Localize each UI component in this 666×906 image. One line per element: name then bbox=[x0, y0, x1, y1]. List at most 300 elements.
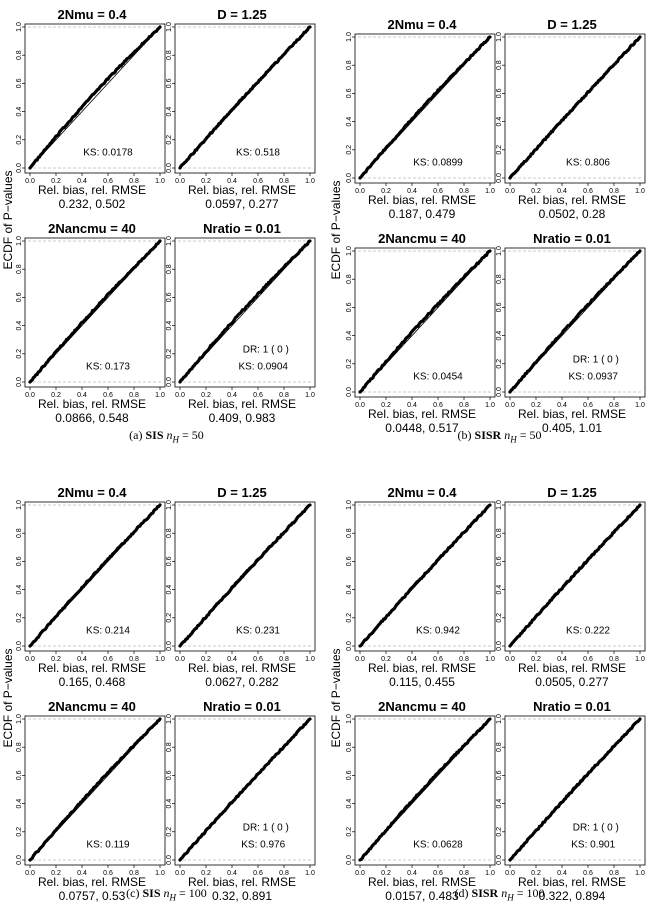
x-axis-label: Rel. bias, rel. RMSE bbox=[187, 183, 297, 197]
y-axis-label: ECDF of P−values bbox=[329, 648, 343, 748]
x-tick-label: 1.0 bbox=[635, 870, 645, 877]
y-tick-label: 0.2 bbox=[496, 358, 503, 369]
x-tick-label: 0.0 bbox=[505, 402, 515, 409]
ecdf-plot bbox=[166, 714, 315, 877]
subplot-title: Nratio = 0.01 bbox=[533, 699, 611, 714]
y-tick-label: 0.0 bbox=[166, 641, 173, 651]
x-tick-label: 0.4 bbox=[407, 188, 417, 195]
y-tick-label: 0.4 bbox=[166, 320, 173, 331]
ecdf-plot bbox=[166, 500, 315, 663]
y-tick-label: 0.2 bbox=[346, 612, 353, 623]
x-tick-label: 0.8 bbox=[609, 656, 619, 663]
x-tick-label: 1.0 bbox=[305, 870, 315, 877]
bias-rmse-values: 0.0757, 0.53 bbox=[58, 889, 126, 903]
subplot-title: 2Nmu = 0.4 bbox=[387, 17, 457, 32]
y-tick-label: 0.4 bbox=[346, 330, 353, 341]
x-tick-label: 0.0 bbox=[355, 402, 365, 409]
subplot bbox=[346, 699, 495, 906]
x-tick-label: 0.6 bbox=[433, 188, 443, 195]
y-tick-label: 0.6 bbox=[16, 556, 23, 567]
y-tick-label: 0.6 bbox=[16, 78, 23, 89]
ecdf-plot bbox=[16, 714, 165, 877]
subplot-title: 2Nancmu = 40 bbox=[378, 699, 466, 714]
y-tick-label: 1.0 bbox=[166, 236, 173, 246]
x-tick-label: 0.0 bbox=[505, 870, 515, 877]
bias-rmse-values: 0.0157, 0.483 bbox=[385, 889, 459, 903]
subplot-title: D = 1.25 bbox=[217, 7, 267, 22]
ks-annotation: KS: 0.214 bbox=[86, 625, 130, 637]
x-tick-label: 0.0 bbox=[175, 656, 185, 663]
y-tick-label: 0.8 bbox=[166, 528, 173, 539]
x-tick-label: 0.0 bbox=[25, 870, 35, 877]
panel-caption bbox=[333, 886, 666, 902]
bias-rmse-values: 0.409, 0.983 bbox=[208, 411, 276, 425]
caption-label: (d) bbox=[454, 886, 469, 900]
x-tick-label: 0.4 bbox=[407, 656, 417, 663]
x-tick-label: 1.0 bbox=[635, 656, 645, 663]
y-tick-label: 0.0 bbox=[166, 377, 173, 387]
x-tick-label: 0.8 bbox=[279, 392, 289, 399]
y-tick-label: 0.4 bbox=[496, 798, 503, 809]
bias-rmse-values: 0.0597, 0.277 bbox=[205, 197, 279, 211]
y-tick-label: 1.0 bbox=[346, 500, 353, 510]
y-tick-label: 0.8 bbox=[16, 50, 23, 61]
y-tick-label: 0.0 bbox=[16, 641, 23, 651]
y-axis-label: ECDF of P−values bbox=[329, 180, 343, 280]
caption-label: (b) bbox=[457, 428, 472, 442]
dr-annotation: DR: 1 ( 0 ) bbox=[572, 354, 619, 366]
y-tick-label: 0.8 bbox=[346, 274, 353, 285]
y-tick-label: 0.4 bbox=[16, 584, 23, 595]
y-tick-label: 1.0 bbox=[346, 246, 353, 256]
caption-n: n bbox=[501, 886, 508, 900]
x-tick-label: 1.0 bbox=[155, 178, 165, 185]
y-tick-label: 1.0 bbox=[346, 32, 353, 42]
x-tick-label: 0.2 bbox=[381, 402, 391, 409]
bias-rmse-values: 0.0502, 0.28 bbox=[538, 207, 606, 221]
x-tick-label: 1.0 bbox=[485, 656, 495, 663]
x-tick-label: 1.0 bbox=[155, 392, 165, 399]
ks-annotation: KS: 0.976 bbox=[241, 839, 286, 851]
subplot-title: 2Nmu = 0.4 bbox=[57, 485, 127, 500]
y-tick-label: 0.8 bbox=[166, 50, 173, 61]
x-tick-label: 0.0 bbox=[175, 392, 185, 399]
x-axis-label: Rel. bias, rel. RMSE bbox=[187, 397, 297, 411]
y-tick-label: 0.2 bbox=[16, 612, 23, 623]
x-axis-label: Rel. bias, rel. RMSE bbox=[367, 875, 477, 889]
x-tick-label: 1.0 bbox=[635, 188, 645, 195]
x-axis-label: Rel. bias, rel. RMSE bbox=[37, 183, 147, 197]
dr-annotation: DR: 1 ( 0 ) bbox=[242, 344, 289, 356]
x-tick-label: 0.6 bbox=[433, 402, 443, 409]
x-axis-label: Rel. bias, rel. RMSE bbox=[517, 875, 627, 889]
caption-n-subscript: H bbox=[172, 434, 180, 445]
x-tick-label: 0.4 bbox=[557, 188, 567, 195]
x-tick-label: 0.2 bbox=[531, 870, 541, 877]
y-tick-label: 1.0 bbox=[16, 500, 23, 510]
y-tick-label: 0.8 bbox=[346, 528, 353, 539]
caption-n-value: = 50 bbox=[516, 428, 542, 442]
y-tick-label: 0.2 bbox=[166, 826, 173, 837]
ks-annotation: KS: 0.518 bbox=[236, 147, 280, 159]
x-tick-label: 0.2 bbox=[51, 656, 61, 663]
subplot bbox=[166, 699, 315, 906]
caption-n: n bbox=[166, 428, 173, 442]
y-tick-label: 0.6 bbox=[166, 292, 173, 303]
y-tick-label: 0.6 bbox=[16, 770, 23, 781]
subplot bbox=[166, 7, 315, 214]
y-axis-label: ECDF of P−values bbox=[1, 648, 15, 748]
subplot-title: D = 1.25 bbox=[547, 17, 597, 32]
x-tick-label: 0.8 bbox=[459, 402, 469, 409]
y-tick-label: 1.0 bbox=[16, 236, 23, 246]
y-tick-label: 1.0 bbox=[166, 714, 173, 724]
x-tick-label: 0.2 bbox=[381, 656, 391, 663]
y-tick-label: 0.2 bbox=[16, 826, 23, 837]
ks-annotation: KS: 0.0454 bbox=[413, 371, 463, 383]
y-tick-label: 0.4 bbox=[16, 798, 23, 809]
subplot bbox=[166, 221, 315, 428]
y-tick-label: 0.6 bbox=[496, 556, 503, 567]
x-tick-label: 0.2 bbox=[531, 188, 541, 195]
caption-n-value: = 50 bbox=[179, 428, 204, 442]
x-tick-label: 0.0 bbox=[355, 870, 365, 877]
y-tick-label: 0.0 bbox=[346, 641, 353, 651]
x-tick-label: 0.6 bbox=[583, 870, 593, 877]
x-tick-label: 0.4 bbox=[557, 870, 567, 877]
ks-annotation: KS: 0.806 bbox=[566, 157, 610, 169]
x-tick-label: 0.6 bbox=[103, 392, 113, 399]
ks-annotation: KS: 0.0628 bbox=[413, 839, 463, 851]
x-tick-label: 0.0 bbox=[505, 188, 515, 195]
x-tick-label: 0.6 bbox=[583, 188, 593, 195]
y-axis-label: ECDF of P−values bbox=[1, 170, 15, 270]
x-tick-label: 0.4 bbox=[407, 402, 417, 409]
x-tick-label: 0.0 bbox=[355, 188, 365, 195]
y-tick-label: 0.4 bbox=[166, 106, 173, 117]
x-axis-label: Rel. bias, rel. RMSE bbox=[367, 661, 477, 675]
y-tick-label: 0.2 bbox=[496, 826, 503, 837]
y-tick-label: 1.0 bbox=[16, 22, 23, 32]
y-tick-label: 1.0 bbox=[496, 500, 503, 510]
x-tick-label: 0.4 bbox=[77, 392, 87, 399]
x-tick-label: 0.0 bbox=[175, 870, 185, 877]
x-tick-label: 0.8 bbox=[279, 656, 289, 663]
x-axis-label: Rel. bias, rel. RMSE bbox=[187, 875, 297, 889]
subplot-title: Nratio = 0.01 bbox=[203, 699, 281, 714]
subplot bbox=[16, 7, 165, 214]
x-tick-label: 0.8 bbox=[129, 656, 139, 663]
y-tick-label: 0.4 bbox=[496, 116, 503, 127]
y-tick-label: 0.4 bbox=[346, 584, 353, 595]
y-tick-label: 0.8 bbox=[496, 60, 503, 71]
bias-rmse-values: 0.405, 1.01 bbox=[541, 421, 603, 435]
caption-n-value: = 100 bbox=[513, 886, 545, 900]
y-tick-label: 0.0 bbox=[16, 377, 23, 387]
ecdf-plot bbox=[166, 22, 315, 185]
subplot-title: D = 1.25 bbox=[547, 485, 597, 500]
x-tick-label: 0.6 bbox=[103, 656, 113, 663]
y-tick-label: 1.0 bbox=[496, 714, 503, 724]
x-tick-label: 0.4 bbox=[77, 178, 87, 185]
y-tick-label: 0.0 bbox=[346, 173, 353, 183]
x-tick-label: 0.0 bbox=[505, 656, 515, 663]
bias-rmse-values: 0.232, 0.502 bbox=[58, 197, 126, 211]
x-tick-label: 0.8 bbox=[459, 656, 469, 663]
x-axis-label: Rel. bias, rel. RMSE bbox=[367, 193, 477, 207]
subplot bbox=[16, 485, 165, 692]
subplot bbox=[496, 17, 645, 224]
y-tick-label: 0.6 bbox=[496, 770, 503, 781]
x-axis-label: Rel. bias, rel. RMSE bbox=[37, 661, 147, 675]
x-tick-label: 1.0 bbox=[305, 392, 315, 399]
x-tick-label: 0.2 bbox=[51, 870, 61, 877]
subplot-title: Nratio = 0.01 bbox=[533, 231, 611, 246]
x-tick-label: 0.4 bbox=[227, 392, 237, 399]
x-axis-label: Rel. bias, rel. RMSE bbox=[367, 407, 477, 421]
ks-annotation: KS: 0.0904 bbox=[238, 361, 288, 373]
subplot bbox=[346, 17, 495, 224]
y-tick-label: 0.2 bbox=[346, 358, 353, 369]
x-tick-label: 1.0 bbox=[485, 402, 495, 409]
y-tick-label: 1.0 bbox=[166, 22, 173, 32]
y-tick-label: 0.0 bbox=[166, 855, 173, 865]
y-tick-label: 0.8 bbox=[496, 274, 503, 285]
ecdf-plot bbox=[16, 22, 165, 185]
x-axis-label: Rel. bias, rel. RMSE bbox=[517, 661, 627, 675]
x-tick-label: 0.0 bbox=[355, 656, 365, 663]
subplot-title: 2Nmu = 0.4 bbox=[57, 7, 127, 22]
y-tick-label: 0.0 bbox=[496, 387, 503, 397]
subplot-title: 2Nancmu = 40 bbox=[48, 221, 136, 236]
ks-annotation: KS: 0.0937 bbox=[568, 371, 618, 383]
y-tick-label: 0.8 bbox=[346, 60, 353, 71]
subplot bbox=[496, 231, 645, 438]
x-axis-label: Rel. bias, rel. RMSE bbox=[37, 397, 147, 411]
ecdf-plot bbox=[166, 236, 315, 399]
subplot bbox=[496, 699, 645, 906]
y-tick-label: 0.0 bbox=[16, 163, 23, 173]
bias-rmse-values: 0.187, 0.479 bbox=[388, 207, 456, 221]
y-tick-label: 0.2 bbox=[346, 826, 353, 837]
y-tick-label: 0.2 bbox=[496, 612, 503, 623]
x-tick-label: 0.8 bbox=[459, 870, 469, 877]
x-tick-label: 0.2 bbox=[381, 870, 391, 877]
y-tick-label: 0.8 bbox=[16, 264, 23, 275]
y-tick-label: 0.0 bbox=[346, 387, 353, 397]
caption-label: (c) bbox=[126, 886, 140, 900]
ecdf-plot bbox=[496, 246, 645, 409]
x-tick-label: 0.6 bbox=[253, 870, 263, 877]
x-tick-label: 0.8 bbox=[129, 392, 139, 399]
ecdf-plot bbox=[16, 236, 165, 399]
y-tick-label: 1.0 bbox=[496, 32, 503, 42]
caption-n: n bbox=[504, 428, 511, 442]
x-tick-label: 0.0 bbox=[25, 656, 35, 663]
y-tick-label: 0.0 bbox=[496, 641, 503, 651]
bias-rmse-values: 0.0627, 0.282 bbox=[205, 675, 279, 689]
x-tick-label: 0.2 bbox=[201, 392, 211, 399]
subplot-title: D = 1.25 bbox=[217, 485, 267, 500]
y-tick-label: 0.6 bbox=[346, 556, 353, 567]
caption-method: SIS bbox=[145, 428, 164, 442]
x-axis-label: Rel. bias, rel. RMSE bbox=[37, 875, 147, 889]
caption-method: SISR bbox=[471, 886, 499, 900]
x-tick-label: 0.4 bbox=[227, 656, 237, 663]
x-axis-label: Rel. bias, rel. RMSE bbox=[517, 407, 627, 421]
x-tick-label: 0.2 bbox=[381, 188, 391, 195]
x-tick-label: 0.8 bbox=[609, 870, 619, 877]
y-tick-label: 0.4 bbox=[166, 798, 173, 809]
y-tick-label: 0.6 bbox=[346, 302, 353, 313]
x-tick-label: 0.6 bbox=[103, 870, 113, 877]
y-tick-label: 0.4 bbox=[16, 106, 23, 117]
x-tick-label: 1.0 bbox=[305, 178, 315, 185]
y-tick-label: 0.6 bbox=[496, 88, 503, 99]
x-tick-label: 1.0 bbox=[305, 656, 315, 663]
x-tick-label: 0.6 bbox=[583, 656, 593, 663]
y-tick-label: 0.4 bbox=[496, 330, 503, 341]
ks-annotation: KS: 0.119 bbox=[86, 839, 130, 851]
caption-n-subscript: H bbox=[510, 434, 517, 445]
ecdf-plot bbox=[496, 32, 645, 195]
x-tick-label: 0.6 bbox=[433, 656, 443, 663]
bias-rmse-values: 0.0505, 0.277 bbox=[535, 675, 609, 689]
x-tick-label: 0.2 bbox=[201, 656, 211, 663]
x-axis-label: Rel. bias, rel. RMSE bbox=[517, 193, 627, 207]
y-tick-label: 0.0 bbox=[166, 163, 173, 173]
x-tick-label: 0.8 bbox=[279, 178, 289, 185]
ecdf-plot bbox=[346, 32, 495, 195]
y-tick-label: 0.2 bbox=[346, 144, 353, 155]
bias-rmse-values: 0.165, 0.468 bbox=[58, 675, 126, 689]
x-tick-label: 0.2 bbox=[51, 178, 61, 185]
caption-method: SISR bbox=[474, 428, 502, 442]
y-tick-label: 0.6 bbox=[166, 78, 173, 89]
ecdf-plot bbox=[16, 500, 165, 663]
caption-n: n bbox=[163, 886, 170, 900]
y-tick-label: 0.8 bbox=[496, 742, 503, 753]
x-tick-label: 0.6 bbox=[253, 656, 263, 663]
subplot-title: 2Nancmu = 40 bbox=[378, 231, 466, 246]
x-tick-label: 0.8 bbox=[129, 870, 139, 877]
x-tick-label: 0.2 bbox=[531, 656, 541, 663]
subplot bbox=[496, 485, 645, 692]
bias-rmse-values: 0.0866, 0.548 bbox=[55, 411, 129, 425]
y-tick-label: 0.4 bbox=[346, 798, 353, 809]
y-tick-label: 0.8 bbox=[496, 528, 503, 539]
ks-annotation: KS: 0.901 bbox=[571, 839, 616, 851]
subplot-title: Nratio = 0.01 bbox=[203, 221, 281, 236]
ks-annotation: KS: 0.222 bbox=[566, 625, 610, 637]
ecdf-plot bbox=[346, 246, 495, 409]
x-tick-label: 1.0 bbox=[485, 188, 495, 195]
x-tick-label: 0.2 bbox=[201, 178, 211, 185]
y-tick-label: 0.0 bbox=[496, 855, 503, 865]
x-tick-label: 1.0 bbox=[155, 656, 165, 663]
y-tick-label: 0.6 bbox=[346, 88, 353, 99]
subplot-title: 2Nmu = 0.4 bbox=[387, 485, 457, 500]
panel-caption bbox=[0, 428, 333, 444]
y-tick-label: 1.0 bbox=[16, 714, 23, 724]
ecdf-plot bbox=[496, 714, 645, 877]
y-tick-label: 0.4 bbox=[496, 584, 503, 595]
subplot bbox=[16, 221, 165, 428]
caption-n-subscript: H bbox=[169, 892, 177, 903]
caption-method: SIS bbox=[142, 886, 161, 900]
caption-n-value: = 100 bbox=[176, 886, 207, 900]
y-tick-label: 0.8 bbox=[166, 264, 173, 275]
y-tick-label: 0.6 bbox=[166, 770, 173, 781]
x-tick-label: 0.6 bbox=[583, 402, 593, 409]
y-tick-label: 0.0 bbox=[16, 855, 23, 865]
ks-annotation: KS: 0.0899 bbox=[413, 157, 463, 169]
y-tick-label: 0.4 bbox=[346, 116, 353, 127]
y-tick-label: 0.4 bbox=[16, 320, 23, 331]
caption-n-subscript: H bbox=[507, 892, 514, 903]
x-tick-label: 0.4 bbox=[227, 178, 237, 185]
dr-annotation: DR: 1 ( 0 ) bbox=[572, 822, 619, 834]
y-tick-label: 0.6 bbox=[346, 770, 353, 781]
panel-caption bbox=[0, 886, 333, 902]
bias-rmse-values: 0.32, 0.891 bbox=[211, 889, 273, 903]
x-tick-label: 0.8 bbox=[459, 188, 469, 195]
y-tick-label: 0.6 bbox=[166, 556, 173, 567]
x-tick-label: 0.6 bbox=[253, 178, 263, 185]
x-tick-label: 0.6 bbox=[103, 178, 113, 185]
dr-annotation: DR: 1 ( 0 ) bbox=[242, 822, 289, 834]
x-tick-label: 0.6 bbox=[253, 392, 263, 399]
panel-caption bbox=[333, 428, 666, 444]
subplot bbox=[166, 485, 315, 692]
bias-rmse-values: 0.115, 0.455 bbox=[389, 675, 455, 689]
y-tick-label: 0.6 bbox=[16, 292, 23, 303]
y-tick-label: 1.0 bbox=[166, 500, 173, 510]
y-tick-label: 0.2 bbox=[496, 144, 503, 155]
x-tick-label: 0.8 bbox=[609, 402, 619, 409]
x-tick-label: 0.4 bbox=[77, 870, 87, 877]
x-tick-label: 0.4 bbox=[557, 656, 567, 663]
y-tick-label: 0.2 bbox=[166, 612, 173, 623]
subplot bbox=[16, 699, 165, 906]
x-tick-label: 0.2 bbox=[531, 402, 541, 409]
x-tick-label: 0.0 bbox=[25, 392, 35, 399]
x-tick-label: 0.4 bbox=[77, 656, 87, 663]
y-tick-label: 0.0 bbox=[346, 855, 353, 865]
x-tick-label: 1.0 bbox=[155, 870, 165, 877]
ks-annotation: KS: 0.173 bbox=[86, 361, 130, 373]
ecdf-plot bbox=[346, 714, 495, 877]
y-tick-label: 0.2 bbox=[16, 348, 23, 359]
ks-annotation: KS: 0.231 bbox=[236, 625, 280, 637]
x-tick-label: 0.0 bbox=[25, 178, 35, 185]
x-tick-label: 0.4 bbox=[227, 870, 237, 877]
y-tick-label: 0.8 bbox=[346, 742, 353, 753]
ks-annotation: KS: 0.942 bbox=[416, 625, 460, 637]
y-tick-label: 1.0 bbox=[496, 246, 503, 256]
x-tick-label: 0.0 bbox=[175, 178, 185, 185]
x-tick-label: 0.6 bbox=[433, 870, 443, 877]
x-tick-label: 0.8 bbox=[279, 870, 289, 877]
y-tick-label: 0.8 bbox=[16, 742, 23, 753]
y-tick-label: 0.2 bbox=[166, 348, 173, 359]
caption-label: (a) bbox=[129, 428, 143, 442]
bias-rmse-values: 0.0448, 0.517 bbox=[385, 421, 459, 435]
y-tick-label: 0.2 bbox=[166, 134, 173, 145]
x-tick-label: 0.4 bbox=[407, 870, 417, 877]
y-tick-label: 0.0 bbox=[496, 173, 503, 183]
subplot bbox=[346, 485, 495, 692]
